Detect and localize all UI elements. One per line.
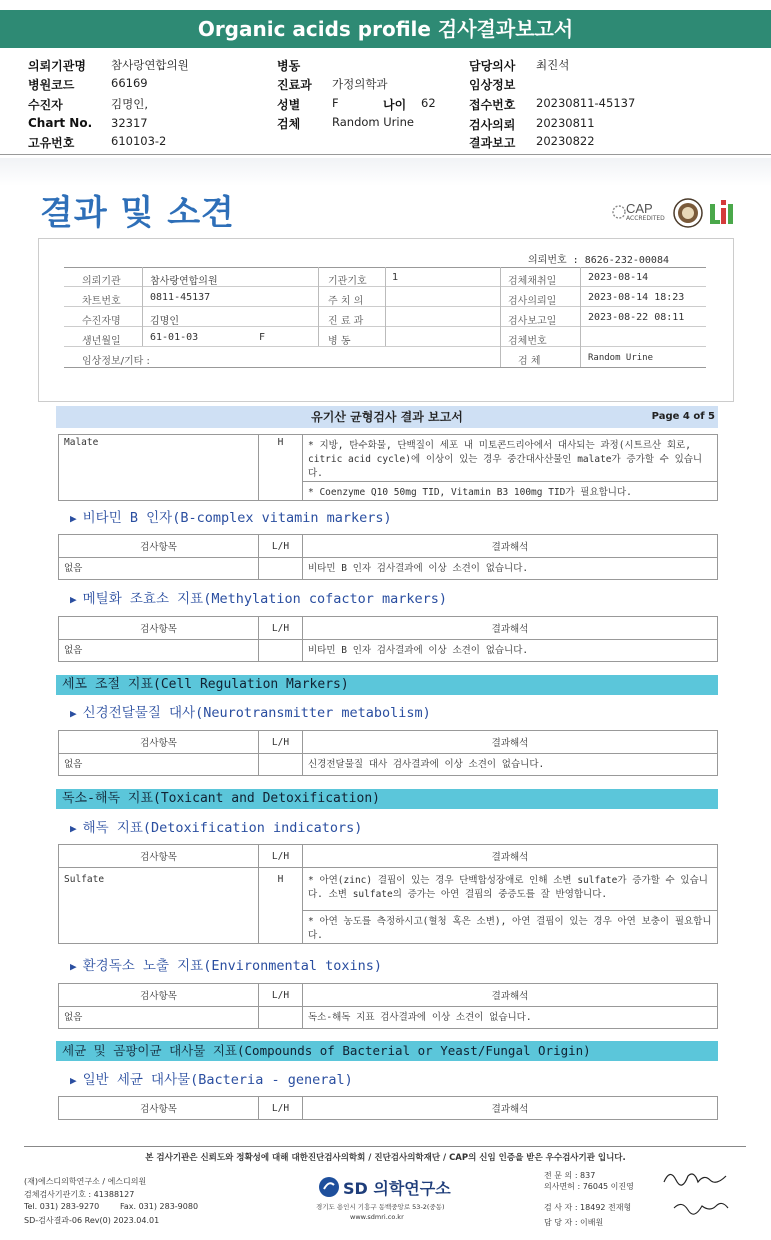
pb-value-chart: 0811-45137 (150, 292, 211, 303)
label-ward: 병동 (277, 59, 301, 73)
subsection-methylation-label: 메틸화 조효소 지표(Methylation cofactor markers) (82, 591, 448, 607)
label-request: 검사의뢰 (469, 118, 516, 132)
cap-logo-sub: ACCREDITED (626, 215, 665, 222)
pb-label-clinical: 임상정보/기타 : (82, 356, 150, 367)
footer-code: 검체검사기관기호 : 41388127 (24, 1190, 135, 1199)
value-receipt: 20230811-45137 (536, 96, 636, 110)
lm-logo (708, 198, 736, 228)
page-number: Page 4 of 5 (651, 411, 715, 422)
pbox-vline (580, 267, 581, 367)
cell-none: 없음 (59, 754, 259, 776)
sd-logo-mark (318, 1176, 340, 1198)
cell-flag (259, 640, 303, 662)
pb-value-sex: F (259, 332, 266, 343)
label-receipt: 접수번호 (469, 98, 516, 112)
cell-flag (259, 558, 303, 580)
subsection-bacteria-label: 일반 세균 대사물(Bacteria - general) (82, 1072, 353, 1088)
label-unique: 고유번호 (28, 136, 75, 150)
table-row (59, 1007, 718, 1029)
cell-flag (259, 1007, 303, 1029)
pb-label-chart: 차트번호 (82, 296, 121, 307)
footer-divider (24, 1146, 746, 1147)
lm-logo-icon (708, 198, 736, 228)
value-unique: 610103-2 (111, 134, 167, 148)
triangle-icon: ▶ (70, 822, 77, 835)
signature-1 (660, 1166, 730, 1190)
header-divider (0, 154, 771, 155)
pb-label-report: 검사보고일 (508, 316, 557, 327)
environmental-table (58, 983, 718, 1029)
label-clinical: 임상정보 (469, 78, 516, 92)
label-dept: 진료과 (277, 78, 312, 92)
cell-none: 없음 (59, 558, 259, 580)
pb-label-collect: 검체채취일 (508, 276, 557, 287)
table-row (59, 435, 718, 482)
band-bacterial: 세균 및 곰팡이균 대사물 지표(Compounds of Bacterial or Yeast/Fungal Origin) (56, 1041, 718, 1061)
subsection-b-vitamin-label: 비타민 B 인자(B-complex vitamin markers) (82, 510, 392, 526)
request-number: 의뢰번호 : 8626-232-00084 (528, 255, 669, 266)
value-doctor: 최진석 (536, 58, 570, 72)
header-shade (0, 158, 771, 186)
report-title-bar: Organic acids profile 검사결과보고서 (0, 10, 771, 48)
col-interp: 결과해석 (303, 731, 718, 754)
label-doctor: 담당의사 (469, 59, 516, 73)
pb-label-doctor: 주 치 의 (328, 296, 364, 307)
label-patient: 수진자 (28, 98, 63, 112)
table-row (59, 640, 718, 662)
pbox-vline (142, 267, 143, 346)
footer-tel: Tel. 031) 283-9270 (24, 1202, 100, 1211)
pb-value-request: 2023-08-14 18:23 (588, 292, 685, 303)
col-interp: 결과해석 (303, 1097, 718, 1120)
item-malate: Malate (59, 435, 259, 501)
item-sulfate: Sulfate (59, 868, 259, 944)
malate-table (58, 434, 718, 501)
cell-none: 없음 (59, 1007, 259, 1029)
subsection-detox (70, 816, 362, 836)
pb-value-inst-code: 1 (392, 272, 399, 283)
label-institution: 의뢰기관명 (28, 59, 86, 73)
interp-sulfate-2: * 아연 농도를 측정하시고(혈청 혹은 소변), 아연 결핍이 있는 경우 아연 보충이 필요합니다. (303, 911, 718, 944)
pb-value-collect: 2023-08-14 (588, 272, 649, 283)
pb-label-inst: 의뢰기관 (82, 276, 121, 287)
pb-label-specno: 검체번호 (508, 336, 547, 347)
b-vitamin-table (58, 534, 718, 580)
cap-logo-text: CAP (626, 201, 653, 216)
cell-interp: 독소-해독 지표 검사결과에 이상 소견이 없습니다. (303, 1007, 718, 1029)
pbox-vline (318, 267, 319, 346)
triangle-icon: ▶ (70, 707, 77, 720)
label-hospital-code: 병원코드 (28, 78, 75, 92)
subsection-bacteria (70, 1068, 353, 1088)
label-specimen: 검체 (277, 117, 301, 131)
pbox-line (64, 346, 706, 347)
seal-icon (673, 198, 703, 228)
value-chart: 32317 (111, 116, 148, 130)
value-patient: 김명인, (111, 97, 148, 111)
value-age: 62 (421, 96, 436, 110)
sd-brand: SD 의학연구소 (343, 1179, 451, 1198)
pb-label-specimen: 검 체 (518, 356, 541, 367)
cap-logo (612, 200, 672, 228)
footer-org: (재)에스디의학연구소 / 에스디의원 (24, 1177, 147, 1186)
cell-none: 없음 (59, 640, 259, 662)
col-lh: L/H (259, 1097, 303, 1120)
col-lh: L/H (259, 731, 303, 754)
band-toxicant: 독소-해독 지표(Toxicant and Detoxification) (56, 789, 718, 809)
subsection-environmental (70, 954, 382, 974)
neurotransmitter-table (58, 730, 718, 776)
value-sex: F (332, 96, 339, 110)
subsection-b-vitamin (70, 506, 392, 526)
subsection-neurotransmitter-label: 신경전달물질 대사(Neurotransmitter metabolism) (82, 705, 431, 721)
label-report: 결과보고 (469, 136, 516, 150)
footer-fax: Fax. 031) 283-9080 (120, 1202, 199, 1211)
section-title: 결과 및 소견 (40, 193, 235, 233)
value-report: 20230822 (536, 134, 595, 148)
value-specimen: Random Urine (332, 115, 414, 129)
table-header (59, 845, 718, 868)
flag-sulfate: H (259, 868, 303, 944)
pb-value-dob: 61-01-03 (150, 332, 199, 343)
footer-web: www.sdmri.co.kr (350, 1213, 404, 1221)
methylation-table (58, 616, 718, 662)
footer-form: SD-검사결과-06 Rev(0) 2023.04.01 (24, 1216, 160, 1225)
table-row (59, 558, 718, 580)
pbox-line (64, 367, 706, 368)
cell-flag (259, 754, 303, 776)
pbox-vline (500, 267, 501, 367)
triangle-icon: ▶ (70, 593, 77, 606)
triangle-icon: ▶ (70, 512, 77, 525)
pb-value-specimen: Random Urine (588, 353, 654, 363)
footer-notice: 본 검사기관은 신뢰도와 정확성에 대해 대한진단검사의학회 / 진단검사의학재단 / CAP의 신임 인증을 받은 우수검사기관 입니다. (145, 1153, 626, 1163)
pb-label-name: 수진자명 (82, 316, 121, 327)
bacteria-table (58, 1096, 718, 1120)
table-header (59, 617, 718, 640)
pb-value-inst: 참사랑연합의원 (150, 276, 218, 287)
footer-address: 경기도 용인시 기흥구 동백중앙로 53-2(중동) (316, 1203, 445, 1211)
footer-license: 의사면허 : 76045 이진영 (544, 1182, 634, 1191)
subsection-methylation (70, 587, 447, 607)
subsection-detox-label: 해독 지표(Detoxification indicators) (82, 820, 363, 836)
cell-interp: 신경전달물질 대사 검사결과에 이상 소견이 없습니다. (303, 754, 718, 776)
col-lh: L/H (259, 617, 303, 640)
subsection-neurotransmitter (70, 701, 431, 721)
label-chart: Chart No. (28, 116, 93, 130)
detox-table (58, 844, 718, 944)
pb-value-report: 2023-08-22 08:11 (588, 312, 685, 323)
col-lh: L/H (259, 845, 303, 868)
footer-specialist: 전 문 의 : 837 (544, 1171, 596, 1180)
footer-tester: 검 사 자 : 18492 전재형 (544, 1203, 632, 1212)
interp-malate-2: * Coenzyme Q10 50mg TID, Vitamin B3 100mg TID가 필요합니다. (303, 482, 718, 501)
interp-malate-1: * 지방, 탄수화물, 단백질이 세포 내 미토콘드리아에서 대사되는 과정(시트르산 회로, citric acid cycle)에 이상이 있는 경우 중간대사산물인 malate가 증가할 수 있습니다. (303, 435, 718, 482)
table-header (59, 1097, 718, 1120)
sd-logo-icon (318, 1176, 340, 1198)
table-header (59, 731, 718, 754)
table-row (59, 868, 718, 911)
pbox-vline (385, 267, 386, 346)
pb-label-ward: 병 동 (328, 336, 351, 347)
col-lh: L/H (259, 535, 303, 558)
band-cell-regulation: 세포 조절 지표(Cell Regulation Markers) (56, 675, 718, 695)
pb-label-dob: 생년월일 (82, 336, 121, 347)
table-header (59, 535, 718, 558)
value-hospital-code: 66169 (111, 76, 148, 90)
label-age: 나이 (383, 98, 407, 112)
col-interp: 결과해석 (303, 845, 718, 868)
interp-sulfate-1: * 아연(zinc) 결핍이 있는 경우 단백합성장애로 인해 소변 sulfate가 증가할 수 있습니다. 소변 sulfate의 증가는 아연 결핍의 중증도를 잘 반영합니다. (303, 868, 718, 911)
subsection-environmental-label: 환경독소 노출 지표(Environmental toxins) (82, 958, 383, 974)
table-row (59, 754, 718, 776)
label-sex: 성별 (277, 98, 301, 112)
cell-interp: 비타민 B 인자 검사결과에 이상 소견이 없습니다. (303, 558, 718, 580)
seal-logo (673, 198, 703, 228)
value-request: 20230811 (536, 116, 595, 130)
cell-interp: 비타민 B 인자 검사결과에 이상 소견이 없습니다. (303, 640, 718, 662)
triangle-icon: ▶ (70, 1074, 77, 1087)
col-lh: L/H (259, 984, 303, 1007)
table-header (59, 984, 718, 1007)
col-item: 검사항목 (59, 984, 259, 1007)
col-item: 검사항목 (59, 845, 259, 868)
col-item: 검사항목 (59, 731, 259, 754)
pb-label-dept: 진 료 과 (328, 316, 364, 327)
col-item: 검사항목 (59, 617, 259, 640)
value-institution: 참사랑연합의원 (111, 58, 189, 72)
col-item: 검사항목 (59, 535, 259, 558)
col-interp: 결과해석 (303, 984, 718, 1007)
value-dept: 가정의학과 (332, 77, 388, 91)
col-item: 검사항목 (59, 1097, 259, 1120)
pb-value-name: 김명인 (150, 316, 179, 327)
footer-manager: 담 당 자 : 이배원 (544, 1218, 604, 1227)
col-interp: 결과해석 (303, 535, 718, 558)
report-title: 유기산 균형검사 결과 보고서 (311, 410, 463, 424)
triangle-icon: ▶ (70, 960, 77, 973)
col-interp: 결과해석 (303, 617, 718, 640)
flag-malate: H (259, 435, 303, 501)
pb-label-request: 검사의뢰일 (508, 296, 557, 307)
pb-label-inst-code: 기관기호 (328, 276, 367, 287)
signature-2 (670, 1198, 730, 1218)
